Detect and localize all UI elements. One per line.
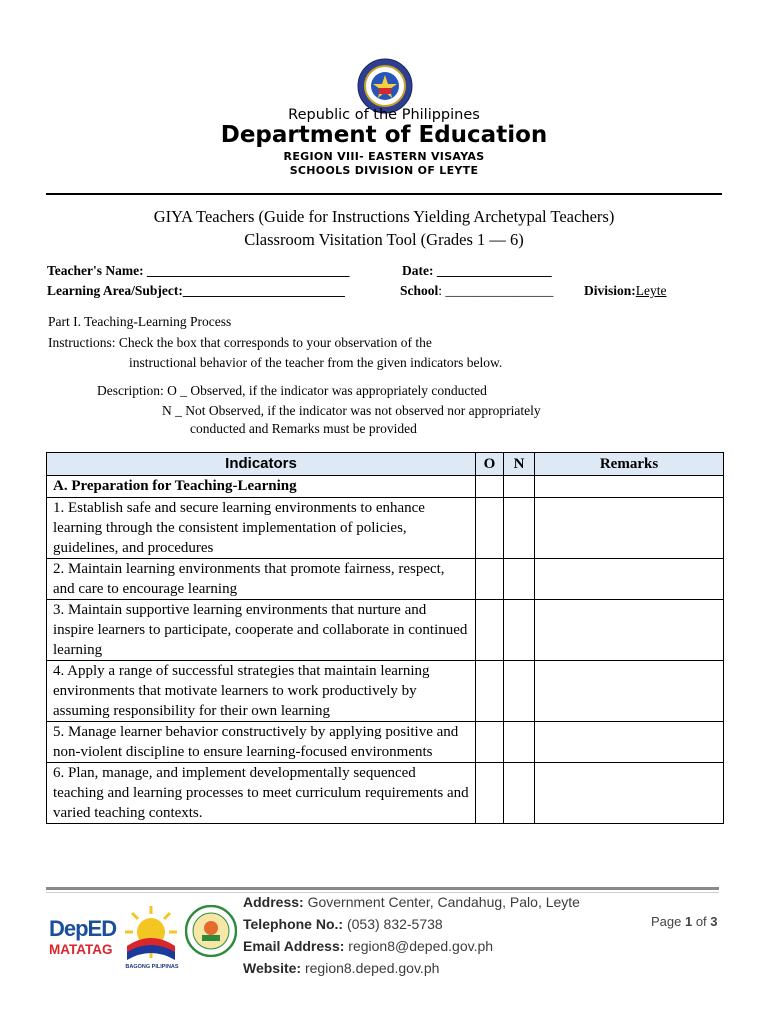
indicator-text: 4. Apply a range of successful strategies that maintain learning environments that motivate learners to work productively by assuming responsibility for their own learning: [47, 661, 476, 722]
table-header-row: [47, 453, 724, 476]
remarks-cell[interactable]: [535, 559, 724, 600]
o-checkbox[interactable]: [476, 559, 504, 600]
table-row: [47, 661, 724, 722]
o-checkbox[interactable]: [476, 763, 504, 824]
remarks-cell[interactable]: [535, 763, 724, 824]
teacher-name-field: Teacher's Name: ______________________________: [47, 263, 350, 278]
indicator-text: 3. Maintain supportive learning environments that nurture and inspire learners to participate, cooperate and collaborate in continued learning: [47, 600, 476, 661]
instructions-line1: Instructions: Check the box that corresponds to your observation of the: [48, 335, 432, 350]
footer-divider: [46, 887, 719, 890]
description-line2: N _ Not Observed, if the indicator was not observed nor appropriately: [162, 403, 541, 418]
remarks-cell[interactable]: [535, 600, 724, 661]
n-checkbox[interactable]: [504, 600, 535, 661]
address-value: Government Center, Candahug, Palo, Leyte: [303, 894, 580, 910]
matatag-logo-text: MATATAG: [49, 942, 113, 957]
region-line: REGION VIII- EASTERN VISAYAS: [283, 150, 485, 163]
email-label: Email Address:: [243, 938, 345, 954]
table-row: [47, 763, 724, 824]
region-seal-logo: [185, 905, 237, 957]
school-field: [400, 283, 553, 299]
bagong-pilipinas-text: BAGONG PILIPINAS: [125, 964, 179, 970]
address-label: Address:: [243, 894, 304, 910]
o-checkbox[interactable]: [476, 600, 504, 661]
division-field: [584, 283, 667, 299]
indicator-text: 6. Plan, manage, and implement developmentally sequenced teaching and learning processes to meet curriculum requirements and varied teaching contexts.: [47, 763, 476, 824]
table-row: [47, 600, 724, 661]
remarks-cell[interactable]: [535, 498, 724, 559]
phone-label: Telephone No.:: [243, 916, 344, 932]
section-a-title: A. Preparation for Teaching-Learning: [47, 476, 476, 498]
footer-email: [243, 938, 493, 954]
page-total: 3: [710, 914, 718, 929]
page-current: 1: [684, 914, 693, 929]
division-label: Division:: [584, 283, 636, 298]
deped-seal-logo: [357, 58, 413, 114]
page-of: of: [692, 914, 711, 929]
footer-address: [243, 894, 580, 910]
website-value: region8.deped.gov.ph: [301, 960, 440, 976]
bagong-pilipinas-logo: [117, 900, 185, 968]
o-checkbox[interactable]: [476, 722, 504, 763]
remarks-header: Remarks: [535, 453, 724, 476]
school-blank: : ________________: [438, 283, 554, 298]
page-prefix: Page: [651, 914, 685, 929]
deped-matatag-logo: [49, 916, 115, 957]
footer-website: [243, 960, 439, 976]
school-label: School: [400, 283, 439, 298]
republic-line: Republic of the Philippines: [288, 107, 480, 123]
table-row: [47, 498, 724, 559]
description-line1: Description: O _ Observed, if the indicator was appropriately conducted: [97, 383, 487, 398]
form-title-line1: GIYA Teachers (Guide for Instructions Yielding Archetypal Teachers): [153, 207, 615, 226]
indicators-table: [46, 452, 724, 824]
n-checkbox[interactable]: [504, 661, 535, 722]
table-row: [47, 722, 724, 763]
form-title-line2: Classroom Visitation Tool (Grades 1 — 6): [244, 230, 524, 249]
o-checkbox[interactable]: [476, 498, 504, 559]
header-divider: [46, 193, 722, 195]
department-title: Department of Education: [220, 122, 548, 148]
date-field: Date: _________________: [402, 263, 552, 278]
footer-divider-shadow: [46, 892, 719, 893]
observed-header: O: [476, 453, 504, 476]
learning-area-field: Learning Area/Subject:________________________: [47, 283, 345, 298]
o-checkbox[interactable]: [476, 661, 504, 722]
indicators-header: Indicators: [47, 453, 476, 476]
indicator-text: 1. Establish safe and secure learning environments to enhance learning through the consistent implementation of policies, guidelines, and procedures: [47, 498, 476, 559]
deped-logo-text: DepED: [49, 916, 117, 941]
email-value: region8@deped.gov.ph: [344, 938, 494, 954]
not-observed-header: N: [504, 453, 535, 476]
website-label: Website:: [243, 960, 302, 976]
division-value: Leyte: [635, 283, 667, 298]
o-checkbox[interactable]: [476, 476, 504, 498]
footer-phone: [243, 916, 443, 932]
remarks-cell[interactable]: [535, 661, 724, 722]
n-checkbox[interactable]: [504, 763, 535, 824]
indicator-text: 2. Maintain learning environments that promote fairness, respect, and care to encourage learning: [47, 559, 476, 600]
indicator-text: 5. Manage learner behavior constructively by applying positive and non-violent discipline to ensure learning-focused environments: [47, 722, 476, 763]
phone-value: (053) 832-5738: [343, 916, 443, 932]
n-checkbox[interactable]: [504, 498, 535, 559]
description-line3: conducted and Remarks must be provided: [190, 421, 417, 436]
section-row: [47, 476, 724, 498]
instructions-line2: instructional behavior of the teacher from the given indicators below.: [129, 355, 503, 370]
remarks-cell[interactable]: [535, 722, 724, 763]
part-title: Part I. Teaching-Learning Process: [48, 314, 232, 329]
page-number: [651, 914, 718, 929]
remarks-cell[interactable]: [535, 476, 724, 498]
n-checkbox[interactable]: [504, 476, 535, 498]
division-line: SCHOOLS DIVISION OF LEYTE: [289, 164, 479, 177]
n-checkbox[interactable]: [504, 559, 535, 600]
table-row: [47, 559, 724, 600]
n-checkbox[interactable]: [504, 722, 535, 763]
